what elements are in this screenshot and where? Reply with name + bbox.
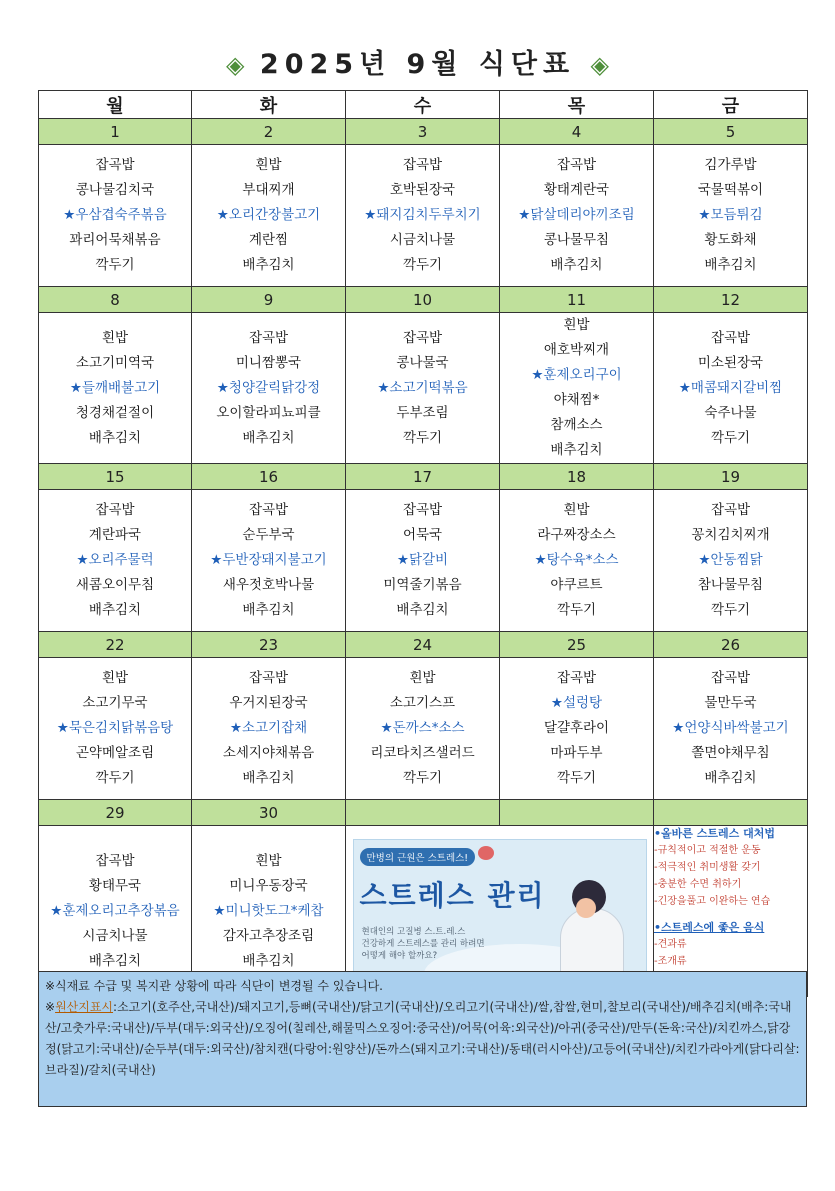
menu-item: 배추김치 — [242, 257, 295, 273]
date-cell: 26 — [654, 632, 808, 658]
diamond-icon: ◈ — [590, 51, 609, 79]
meal-cell — [654, 490, 808, 632]
date-cell: 23 — [192, 632, 346, 658]
notice-origin-text: :소고기(호주산,국내산)/돼지고기,등뼈(국내산)/닭고기(국내산)/오리고기(국내산)/쌀,찹쌀,현미,찰보리(국내산)/배추김치(배추:국내산/고춧가루:국내산)/두부(대두:외국산)/오징어(칠레산,해물믹스오징어:중국산)/어묵(어육:외국산)/아귀(중국산)/만두(돈육:국산)/치킨까스,닭강정(닭고기:국내산)/순두부(대두:외국산)/참치캔(다랑어:원양산)/돈까스(돼지고기:국내산)/동태(러시아산)/고등어(국내산)/치킨가라아게(닭다리살:브라질)/갈치(국내산) — [45, 1000, 800, 1077]
menu-item: 김가루밥 — [704, 157, 757, 173]
date-cell: 10 — [346, 287, 500, 313]
poster-headline: 스트레스 관리 — [359, 879, 546, 912]
tip-item: -충분한 수면 취하기 — [654, 879, 742, 890]
meal-cell — [500, 490, 654, 632]
date-cell: 1 — [39, 119, 192, 145]
menu-item: 잡곡밥 — [710, 670, 751, 686]
menu-item: ★우삼겹숙주볶음 — [63, 207, 167, 223]
notice-change-line: ※식재료 수급 및 복지관 상황에 따라 식단이 변경될 수 있습니다. — [45, 979, 384, 993]
menu-item: 배추김치 — [88, 429, 142, 446]
notice-origin-block — [45, 997, 800, 1081]
menu-item: 곤약메알조림 — [75, 745, 155, 761]
menu-item: 참나물무침 — [697, 577, 764, 593]
date-cell: 16 — [192, 464, 346, 490]
date-cell: 11 — [500, 287, 654, 313]
menu-item: 잡곡밥 — [95, 852, 135, 869]
menu-item: 흰밥 — [255, 157, 282, 173]
date-cell: 9 — [192, 287, 346, 313]
menu-item: 배추김치 — [88, 602, 142, 618]
menu-item: 참깨소스 — [550, 417, 603, 433]
menu-item: ★들깨배불고기 — [69, 379, 161, 396]
menu-item: 쫄면야채무침 — [691, 745, 770, 761]
notice-origin-label: 원산지표시 — [55, 1000, 114, 1014]
menu-item: 꽈리어묵채볶음 — [69, 232, 161, 248]
stress-poster — [353, 839, 647, 983]
menu-item: 깍두기 — [402, 429, 443, 446]
poster-subtext-line: 어떻게 해야 할까요? — [361, 951, 438, 961]
date-cell: 15 — [39, 464, 192, 490]
date-row — [39, 800, 808, 826]
menu-item: 소고기미역국 — [75, 354, 155, 371]
meal-row — [39, 658, 808, 800]
menu-item: 배추김치 — [704, 257, 757, 273]
menu-item: 흰밥 — [563, 317, 590, 333]
tip-item: -규칙적이고 적절한 운동 — [654, 845, 761, 856]
date-cell: 18 — [500, 464, 654, 490]
weekday-tue: 화 — [192, 91, 346, 119]
menu-item: 황태계란국 — [543, 182, 610, 198]
meal-cell — [346, 313, 500, 464]
menu-item: 흰밥 — [101, 329, 129, 346]
menu-item: ★닭갈비 — [396, 552, 449, 568]
menu-item: 배추김치 — [242, 429, 295, 446]
menu-item: 미니짬뽕국 — [235, 354, 302, 371]
menu-item: 황도화채 — [704, 232, 757, 248]
menu-item: 리코타치즈샐러드 — [370, 745, 475, 761]
menu-item: 잡곡밥 — [710, 502, 751, 518]
menu-item: 시금치나물 — [389, 232, 456, 248]
date-cell: 30 — [192, 800, 346, 826]
meal-cell — [346, 145, 500, 287]
menu-item: 소고기스프 — [389, 695, 456, 711]
meal-row — [39, 145, 808, 287]
menu-item: 흰밥 — [563, 502, 590, 518]
meal-cell — [654, 658, 808, 800]
menu-item: 미역줄기볶음 — [383, 577, 462, 593]
menu-item: 배추김치 — [88, 952, 142, 969]
menu-item: 순두부국 — [242, 527, 295, 543]
menu-item: 야쿠르트 — [550, 577, 603, 593]
menu-item: ★돼지김치두루치기 — [364, 207, 481, 223]
date-cell: 3 — [346, 119, 500, 145]
menu-item: 새우젓호박나물 — [222, 577, 315, 593]
meal-cell — [192, 490, 346, 632]
page-title-text: 2025년 9월 식단표 — [259, 49, 576, 80]
meal-cell — [500, 145, 654, 287]
menu-item: 잡곡밥 — [556, 670, 597, 686]
weekday-thu: 목 — [500, 91, 654, 119]
menu-item: 배추김치 — [550, 257, 603, 273]
tips-title-coping: •올바른 스트레스 대처법 — [654, 827, 775, 840]
menu-item: 마파두부 — [550, 745, 603, 761]
weekday-wed: 수 — [346, 91, 500, 119]
menu-item: 국물떡볶이 — [697, 182, 764, 198]
poster-subtext — [362, 926, 485, 962]
tip-item: -조개류 — [654, 956, 687, 967]
menu-item: 소세지야채볶음 — [222, 745, 315, 761]
date-cell: 22 — [39, 632, 192, 658]
menu-item: 배추김치 — [396, 602, 449, 618]
menu-item: ★묵은김치닭볶음탕 — [56, 720, 174, 736]
meal-cell — [346, 658, 500, 800]
menu-item: 미니우동장국 — [229, 877, 308, 894]
menu-item: 새콤오이무침 — [75, 577, 155, 593]
menu-item: ★탕수육*소스 — [534, 552, 619, 568]
menu-item: 두부조림 — [396, 404, 449, 421]
menu-item: 야채찜* — [553, 392, 600, 408]
notice-origin-prefix: ※ — [45, 1000, 56, 1014]
menu-item: 배추김치 — [704, 770, 757, 786]
date-cell — [654, 800, 808, 826]
menu-item: 흰밥 — [255, 852, 282, 869]
date-cell: 24 — [346, 632, 500, 658]
menu-item: ★미니핫도그*케찹 — [213, 902, 324, 919]
menu-item: 깍두기 — [556, 602, 597, 618]
poster-subtext-line: 현대인의 고질병 스.트.레.스 — [361, 927, 466, 937]
page-title — [0, 42, 835, 81]
menu-item: 흰밥 — [101, 670, 129, 686]
date-cell — [346, 800, 500, 826]
meal-cell — [39, 658, 192, 800]
tip-item: -견과류 — [654, 939, 687, 950]
menu-item: ★언양식바싹불고기 — [672, 720, 789, 736]
weekday-mon: 월 — [39, 91, 192, 119]
menu-item: 깍두기 — [95, 770, 135, 786]
poster-subtext-line: 건강하게 스트레스를 관리 하려면 — [361, 939, 485, 949]
meal-cell — [500, 313, 654, 464]
menu-item: 콩나물무침 — [543, 232, 610, 248]
menu-item: 잡곡밥 — [248, 502, 289, 518]
date-cell: 29 — [39, 800, 192, 826]
menu-item: 잡곡밥 — [402, 329, 443, 346]
menu-item: 소고기무국 — [82, 695, 148, 711]
meal-cell — [39, 313, 192, 464]
menu-item: 호박된장국 — [389, 182, 456, 198]
menu-item: 깍두기 — [95, 257, 135, 273]
date-row — [39, 119, 808, 145]
meal-cell — [654, 145, 808, 287]
meal-cell — [39, 490, 192, 632]
menu-item: 깍두기 — [402, 257, 443, 273]
menu-item: 깍두기 — [710, 429, 751, 446]
menu-item: ★닭살데리야끼조림 — [518, 207, 635, 223]
meal-cell — [346, 490, 500, 632]
tip-item: -긴장을풀고 이완하는 연습 — [654, 896, 771, 907]
menu-item: 잡곡밥 — [95, 502, 135, 518]
meal-cell — [192, 658, 346, 800]
menu-item: 감자고추장조림 — [222, 927, 315, 944]
meal-cell — [39, 145, 192, 287]
menu-item: 부대찌개 — [242, 182, 295, 198]
tips-title-foods: •스트레스에 좋은 음식 — [654, 921, 765, 934]
meal-cell — [654, 313, 808, 464]
menu-item: 흰밥 — [409, 670, 436, 686]
date-cell: 4 — [500, 119, 654, 145]
date-cell: 19 — [654, 464, 808, 490]
date-cell: 8 — [39, 287, 192, 313]
menu-item: 라구짜장소스 — [537, 527, 616, 543]
person-face-shape — [576, 898, 596, 918]
menu-item: 배추김치 — [550, 442, 603, 458]
menu-item: 애호박찌개 — [543, 342, 610, 358]
notice-box — [38, 971, 807, 1107]
menu-item: 배추김치 — [242, 602, 295, 618]
tip-item: -적극적인 취미생활 갖기 — [654, 862, 761, 873]
menu-item: 깍두기 — [710, 602, 751, 618]
menu-item: 달걀후라이 — [543, 720, 610, 736]
menu-item: ★안동찜닭 — [698, 552, 763, 568]
menu-item: 깍두기 — [402, 770, 443, 786]
menu-item: ★소고기잡채 — [229, 720, 308, 736]
date-cell — [500, 800, 654, 826]
menu-item: ★훈제오리구이 — [531, 367, 622, 383]
menu-item: 숙주나물 — [704, 404, 757, 421]
menu-item: 콩나물김치국 — [75, 182, 155, 198]
menu-item: 황태무국 — [88, 877, 142, 894]
menu-item: ★훈제오리고추장볶음 — [50, 902, 180, 919]
menu-item: 잡곡밥 — [402, 157, 443, 173]
meal-cell — [500, 658, 654, 800]
menu-item: 청경채겉절이 — [75, 404, 155, 421]
menu-item: 계란찜 — [248, 232, 289, 248]
tips-list-coping — [654, 842, 807, 910]
poster-pill: 만병의 근원은 스트레스! — [360, 848, 476, 866]
meal-row — [39, 490, 808, 632]
menu-item: 우거지된장국 — [229, 695, 308, 711]
meal-cell — [192, 313, 346, 464]
menu-item: ★소고기떡볶음 — [377, 379, 468, 396]
menu-item: 잡곡밥 — [556, 157, 597, 173]
menu-item: ★모듬튀김 — [698, 207, 763, 223]
poster-blob-icon — [478, 846, 494, 860]
menu-item: 잡곡밥 — [710, 329, 751, 346]
menu-item: 오이할라피뇨피클 — [216, 404, 321, 421]
diamond-icon: ◈ — [226, 51, 245, 79]
menu-item: 깍두기 — [556, 770, 597, 786]
meal-row — [39, 313, 808, 464]
menu-item: 미소된장국 — [697, 354, 764, 371]
date-row — [39, 287, 808, 313]
menu-item: 물만두국 — [704, 695, 757, 711]
menu-item: 잡곡밥 — [248, 329, 289, 346]
menu-item: ★매콤돼지갈비찜 — [678, 379, 783, 396]
menu-item: ★청양갈릭닭강정 — [216, 379, 321, 396]
date-cell: 25 — [500, 632, 654, 658]
menu-item: 배추김치 — [242, 770, 295, 786]
menu-item: 꽁치김치찌개 — [691, 527, 770, 543]
date-row — [39, 632, 808, 658]
menu-item: 잡곡밥 — [402, 502, 443, 518]
menu-item: 계란파국 — [88, 527, 142, 543]
menu-table — [38, 90, 808, 997]
stress-tips — [654, 826, 807, 987]
menu-item: ★설렁탕 — [550, 695, 603, 711]
date-row — [39, 464, 808, 490]
weekday-header-row — [39, 91, 808, 119]
meal-cell — [192, 145, 346, 287]
date-cell: 2 — [192, 119, 346, 145]
menu-item: 콩나물국 — [396, 354, 449, 371]
date-cell: 5 — [654, 119, 808, 145]
menu-item: 잡곡밥 — [95, 157, 135, 173]
menu-item: 어묵국 — [402, 527, 443, 543]
menu-item: ★오리주물럭 — [76, 552, 154, 568]
menu-item: 잡곡밥 — [248, 670, 289, 686]
date-cell: 12 — [654, 287, 808, 313]
date-cell: 17 — [346, 464, 500, 490]
menu-item: 시금치나물 — [82, 927, 148, 944]
menu-item: ★돈까스*소스 — [380, 720, 465, 736]
menu-item: ★두반장돼지불고기 — [210, 552, 327, 568]
menu-item: 배추김치 — [242, 952, 295, 969]
weekday-fri: 금 — [654, 91, 808, 119]
menu-item: ★오리간장불고기 — [216, 207, 321, 223]
